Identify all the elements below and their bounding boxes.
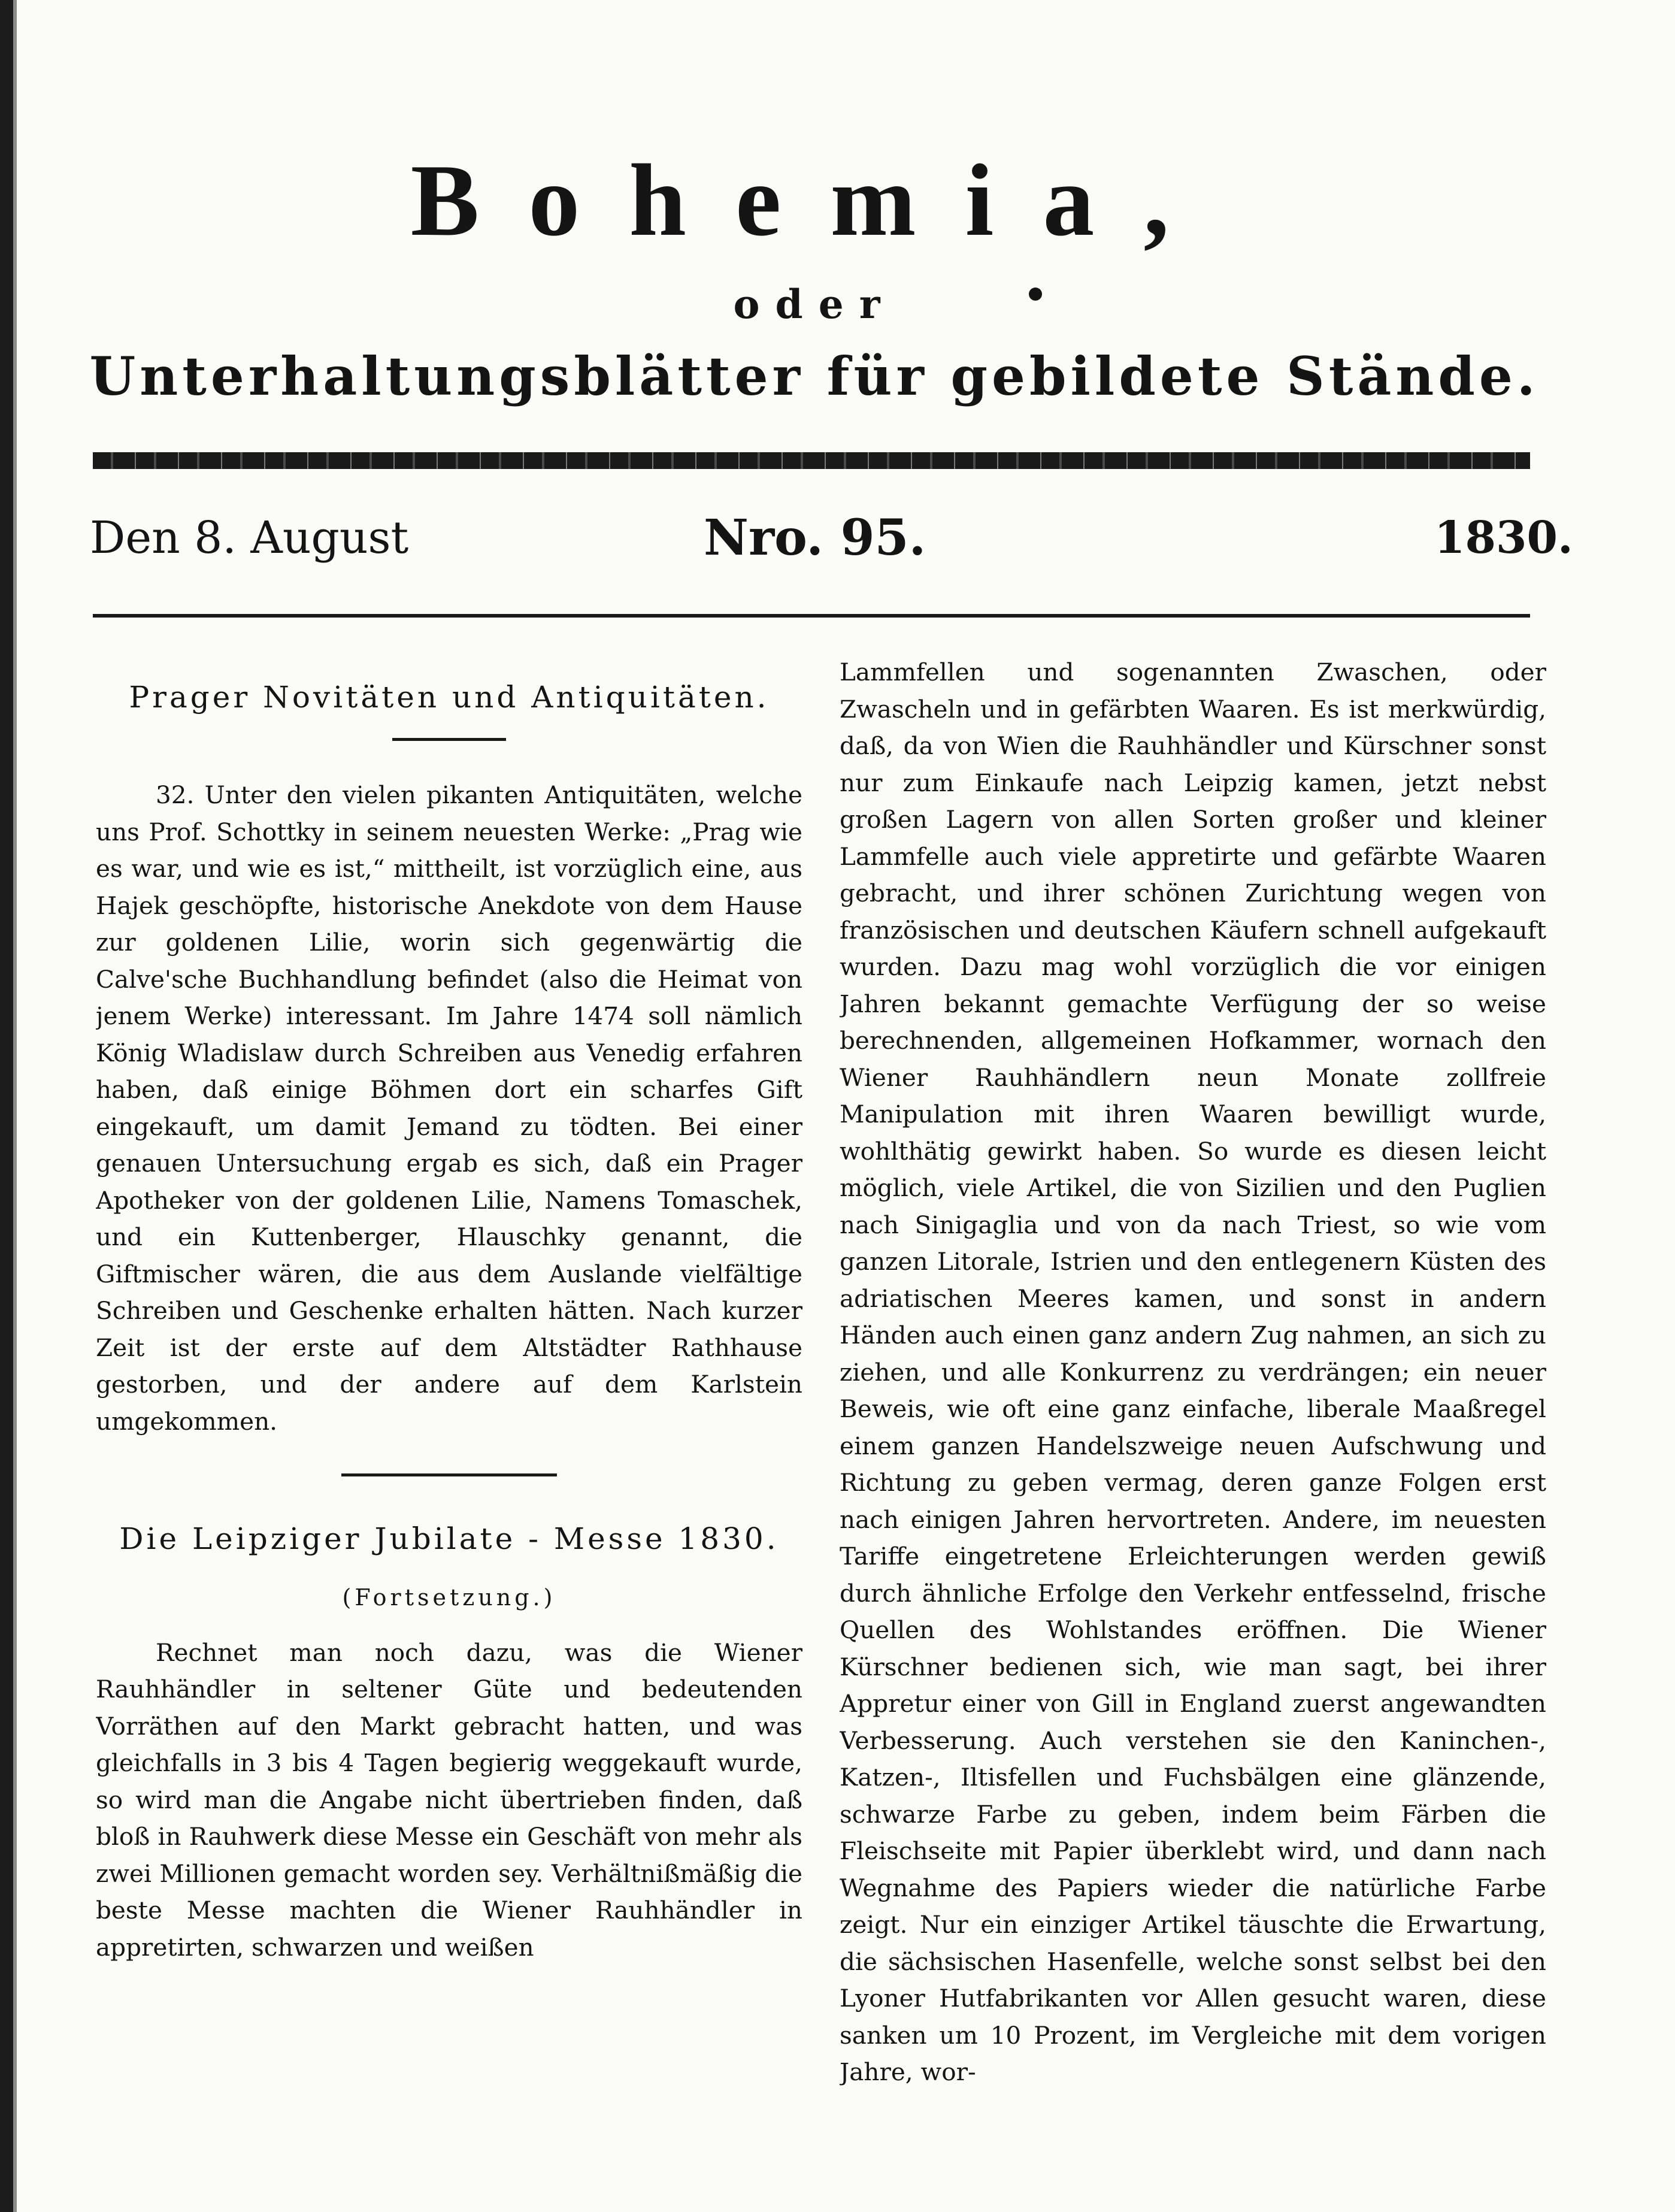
masthead-subtitle: Unterhaltungsblätter für gebildete Stände. bbox=[89, 345, 1540, 407]
masthead-title: Bohemia, bbox=[410, 144, 1219, 258]
scan-edge-shadow bbox=[13, 0, 17, 2212]
continuation-note: (Fortsetzung.) bbox=[342, 1584, 556, 1611]
dateline-rule bbox=[93, 614, 1530, 618]
section-heading: Prager Novitäten und Antiquitäten. bbox=[129, 680, 770, 715]
article-paragraph: 32. Unter den vielen pikanten Antiquitäten, welche uns Prof. Schottky in seinem neuesten Werke: „Prag wie es war, und wie es ist,“ mittheilt, ist vorzüglich eine, aus Hajek geschöpfte, historische Anekdote von dem Hause zur goldenen Lilie, worin sich gegenwärtig die Calve'sche Buchhandlung befindet (also die Heimat von jenem Werke) interessant. Im Jahre 1474 soll nämlich König Wladislaw durch Schreiben aus Venedig erfahren haben, daß einige Böhmen dort ein scharfes Gift eingekauft, um damit Jemand zu tödten. Bei einer genauen Untersuchung ergab es sich, daß ein Prager Apotheker von der goldenen Lilie, Namens Tomaschek, und ein Kuttenberger, Hlauschky genannt, die Giftmischer wären, die aus dem Auslande vielfältige Schreiben und Geschenke erhalten hätten. Nach kurzer Zeit ist der erste auf dem Altstädter Rathhause gestorben, und der andere auf dem Karlstein umgekommen. bbox=[96, 780, 802, 1436]
article-divider bbox=[341, 1473, 557, 1476]
left-column bbox=[96, 659, 802, 2120]
masthead-connector: oder bbox=[733, 281, 896, 328]
article-heading: Die Leipziger Jubilate - Messe 1830. bbox=[119, 1521, 779, 1556]
right-column bbox=[840, 654, 1546, 2116]
section-divider bbox=[392, 738, 506, 741]
article-paragraph: Lammfellen und sogenannten Zwaschen, oder Zwascheln und in gefärbten Waaren. Es ist merkwürdig, daß, da von Wien die Rauhhändler und Kürschner sonst nur zum Einkaufe nach Leipzig kamen, jetzt nebst großen Lagern von allen Sorten großer und kleiner Lammfelle auch viele appretirte und gefärbte Waaren gebracht, und ihrer schönen Zurichtung wegen von französischen und deutschen Käufern schnell aufgekauft wurden. Dazu mag wohl vorzüglich die vor einigen Jahren bekannt gemachte Verfügung der so weise berechnenden, allgemeinen Hofkammer, wornach den Wiener Rauhhändlern neun Monate zollfreie Manipulation mit ihren Waaren bewilligt wurde, wohlthätig gewirkt haben. So wurde es diesen leicht möglich, viele Artikel, die von Sizilien und den Puglien nach Sinigaglia und von da nach Triest, so wie vom ganzen Litorale, Istrien und den entlegenern Küsten des adriatischen Meeres kamen, und sonst in andern Händen auch einen ganz andern Zug nahmen, an sich zu ziehen, und alle Konkurrenz zu verdrängen; ein neuer Beweis, wie oft eine ganz einfache, liberale Maaßregel einem ganzen Handelszweige neuen Aufschwung und Richtung zu geben vermag, deren ganze Folgen erst nach einigen Jahren hervortreten. Andere, im neuesten Tariffe eingetretene Erleichterungen werden gewiß durch ähnliche Erfolge den Verkehr entfesselnd, frische Quellen des Wohlstandes eröffnen. Die Wiener Kürschner bedienen sich, wie man sagt, bei ihrer Appretur einer von Gill in England zuerst angewandten Verbesserung. Auch verstehen sie den Kaninchen-, Katzen-, Iltisfellen und Fuchsbälgen eine glänzende, schwarze Farbe zu geben, indem beim Färben die Fleischseite mit Papier überklebt wird, und dann nach Wegnahme des Papiers wieder die natürliche Farbe zeigt. Nur ein einziger Artikel täuschte die Erwartung, die sächsischen Hasenfelle, welche sonst selbst bei den Lyoner Hutfabrikanten vor Allen gesucht waren, diese sanken um 10 Prozent, im Vergleiche mit dem vorigen Jahre, wor- bbox=[840, 658, 1546, 2086]
scan-edge bbox=[0, 0, 13, 2212]
issue-number: Nro. 95. bbox=[704, 509, 926, 567]
article-paragraph: Rechnet man noch dazu, was die Wiener Rauhhändler in seltener Güte und bedeutenden Vorräthen auf den Markt gebracht hatten, und was gleichfalls in 3 bis 4 Tagen begierig weggekauft wurde, so wird man die Angabe nicht übertrieben finden, daß bloß in Rauhwerk diese Messe ein Geschäft von mehr als zwei Millionen gemacht worden sey. Verhältnißmäßig die beste Messe machten die Wiener Rauhhändler in appretirten, schwarzen und weißen bbox=[96, 1638, 802, 1962]
issue-year: 1830. bbox=[1434, 512, 1573, 564]
masthead-rule bbox=[93, 452, 1530, 469]
issue-date: Den 8. August bbox=[90, 512, 409, 564]
